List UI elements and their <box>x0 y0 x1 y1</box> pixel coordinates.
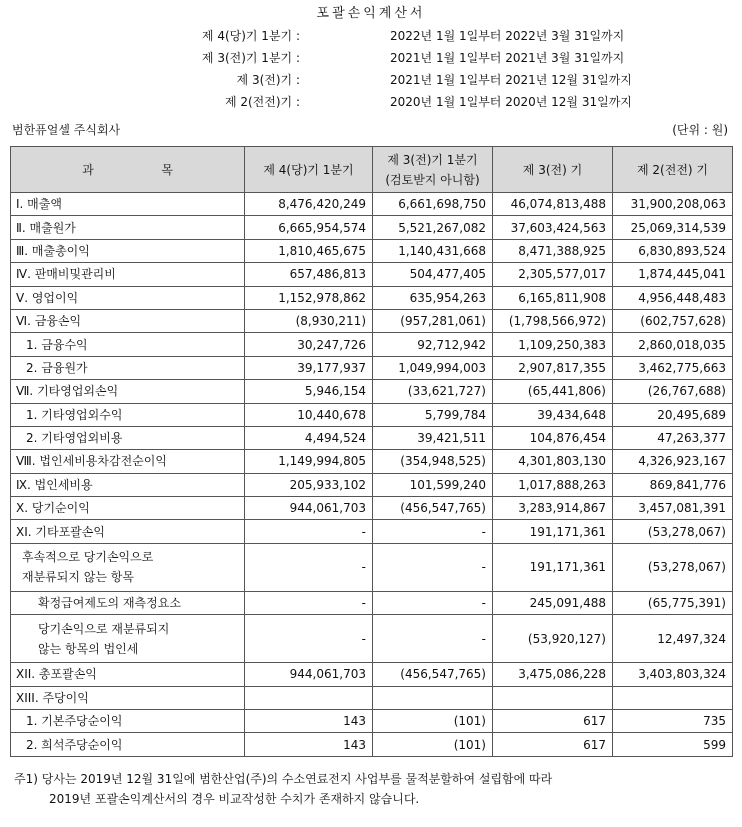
period-label: 제 3(전)기 : <box>236 73 300 87</box>
row-value: 2,860,018,035 <box>613 333 733 356</box>
row-value: (101) <box>373 710 493 733</box>
row-item: Ⅸ. 법인세비용 <box>11 473 245 496</box>
header-col1: 제 4(당)기 1분기 <box>245 147 373 193</box>
header-col2-line1: 제 3(전)기 1분기 <box>387 152 478 167</box>
row-item: 2. 금융원가 <box>11 356 245 379</box>
row-value <box>493 686 613 709</box>
table-row <box>11 686 733 709</box>
table-row <box>11 543 733 591</box>
table-row <box>11 710 733 733</box>
row-value: 20,495,689 <box>613 403 733 426</box>
row-value: - <box>373 615 493 663</box>
row-value <box>613 686 733 709</box>
row-value: 504,477,405 <box>373 263 493 286</box>
income-statement-table <box>10 146 733 757</box>
period-list <box>0 25 742 113</box>
row-value: 3,403,803,324 <box>613 663 733 686</box>
row-value: 944,061,703 <box>245 497 373 520</box>
row-value: 735 <box>613 710 733 733</box>
row-value: 143 <box>245 710 373 733</box>
row-value: (26,767,688) <box>613 380 733 403</box>
row-value: 4,956,448,483 <box>613 286 733 309</box>
row-value: - <box>373 543 493 591</box>
row-value: 5,946,154 <box>245 380 373 403</box>
table-row <box>11 403 733 426</box>
period-range: 2022년 1월 1일부터 2022년 3월 31일까지 <box>390 29 625 43</box>
row-value: - <box>373 520 493 543</box>
row-value: 39,177,937 <box>245 356 373 379</box>
company-name: 범한퓨얼셀 주식회사 <box>12 123 121 137</box>
table-row <box>11 193 733 216</box>
row-value: 657,486,813 <box>245 263 373 286</box>
row-item-line: 않는 항목의 법인세 <box>38 641 139 656</box>
row-item <box>11 543 245 591</box>
header-col4: 제 2(전전) 기 <box>613 147 733 193</box>
row-value: 245,091,488 <box>493 591 613 614</box>
row-value: (602,757,628) <box>613 309 733 332</box>
row-item: XII. 총포괄손익 <box>11 663 245 686</box>
row-item: Ⅶ. 기타영업외손익 <box>11 380 245 403</box>
row-value <box>373 686 493 709</box>
period-range: 2021년 1월 1일부터 2021년 12월 31일까지 <box>390 73 632 87</box>
row-value: 3,462,775,663 <box>613 356 733 379</box>
row-value: 4,301,803,130 <box>493 450 613 473</box>
row-item: Ⅱ. 매출원가 <box>11 216 245 239</box>
row-value: (456,547,765) <box>373 663 493 686</box>
table-row <box>11 450 733 473</box>
period-row <box>0 25 742 47</box>
header-subject-a: 과 <box>82 162 94 177</box>
row-value: 5,521,267,082 <box>373 216 493 239</box>
row-value: 37,603,424,563 <box>493 216 613 239</box>
row-value: (354,948,525) <box>373 450 493 473</box>
table-row <box>11 286 733 309</box>
footnote-line: 주1) 당사는 2019년 12월 31일에 범한산업(주)의 수소연료전지 사업부를 물적분할하여 설립함에 따라 <box>14 772 553 786</box>
row-value: 104,876,454 <box>493 426 613 449</box>
period-row <box>0 69 742 91</box>
row-value: 3,283,914,867 <box>493 497 613 520</box>
row-value: 10,440,678 <box>245 403 373 426</box>
row-item: 확정급여제도의 재측정요소 <box>11 591 245 614</box>
row-value: 1,149,994,805 <box>245 450 373 473</box>
row-value: - <box>245 520 373 543</box>
row-value: 8,471,388,925 <box>493 239 613 262</box>
table-row <box>11 591 733 614</box>
row-value: 47,263,377 <box>613 426 733 449</box>
unit-label: (단위 : 원) <box>672 123 728 137</box>
row-value: 599 <box>613 733 733 756</box>
row-item: 2. 희석주당순이익 <box>11 733 245 756</box>
row-value: 1,874,445,041 <box>613 263 733 286</box>
row-item: 1. 기타영업외수익 <box>11 403 245 426</box>
period-range: 2021년 1월 1일부터 2021년 3월 31일까지 <box>390 51 625 65</box>
row-item: Ⅴ. 영업이익 <box>11 286 245 309</box>
row-value: (53,920,127) <box>493 615 613 663</box>
row-value: (8,930,211) <box>245 309 373 332</box>
table-row <box>11 663 733 686</box>
row-value: 1,049,994,003 <box>373 356 493 379</box>
row-value: (33,621,727) <box>373 380 493 403</box>
row-value: 869,841,776 <box>613 473 733 496</box>
row-value: (957,281,061) <box>373 309 493 332</box>
row-value: 6,830,893,524 <box>613 239 733 262</box>
row-value: 4,494,524 <box>245 426 373 449</box>
footnote <box>14 769 552 809</box>
statement-title: 포괄손익계산서 <box>316 6 426 21</box>
row-value: 5,799,784 <box>373 403 493 426</box>
period-label: 제 3(전)기 1분기 : <box>201 51 300 65</box>
row-value: 1,152,978,862 <box>245 286 373 309</box>
row-value: - <box>245 591 373 614</box>
row-value: - <box>245 543 373 591</box>
row-value: 1,810,465,675 <box>245 239 373 262</box>
table-row <box>11 520 733 543</box>
row-value: (101) <box>373 733 493 756</box>
row-value: 30,247,726 <box>245 333 373 356</box>
table-row <box>11 426 733 449</box>
table-row <box>11 263 733 286</box>
row-value: 635,954,263 <box>373 286 493 309</box>
row-item <box>11 615 245 663</box>
row-item: XI. 기타포괄손익 <box>11 520 245 543</box>
table-row <box>11 473 733 496</box>
row-value: (65,775,391) <box>613 591 733 614</box>
row-value: 3,475,086,228 <box>493 663 613 686</box>
header-col3: 제 3(전) 기 <box>493 147 613 193</box>
row-value: 205,933,102 <box>245 473 373 496</box>
row-value: 2,907,817,355 <box>493 356 613 379</box>
row-value: 6,665,954,574 <box>245 216 373 239</box>
row-value: (65,441,806) <box>493 380 613 403</box>
row-value: 12,497,324 <box>613 615 733 663</box>
table-row <box>11 615 733 663</box>
row-value: 191,171,361 <box>493 520 613 543</box>
row-item: Ⅰ. 매출액 <box>11 193 245 216</box>
header-subject-b: 목 <box>161 162 173 177</box>
header-subject <box>11 147 245 193</box>
row-value: 1,140,431,668 <box>373 239 493 262</box>
row-value: 2,305,577,017 <box>493 263 613 286</box>
row-value: 39,434,648 <box>493 403 613 426</box>
table-row <box>11 733 733 756</box>
row-value: 39,421,511 <box>373 426 493 449</box>
row-value: 31,900,208,063 <box>613 193 733 216</box>
row-value: 6,165,811,908 <box>493 286 613 309</box>
header-col2-line2: (검토받지 아니함) <box>385 172 480 187</box>
table-header-row <box>11 147 733 193</box>
row-value: 617 <box>493 733 613 756</box>
table-row <box>11 380 733 403</box>
row-value: 3,457,081,391 <box>613 497 733 520</box>
row-item: 1. 기본주당순이익 <box>11 710 245 733</box>
row-value: (1,798,566,972) <box>493 309 613 332</box>
table-row <box>11 333 733 356</box>
row-value: 617 <box>493 710 613 733</box>
row-value: 46,074,813,488 <box>493 193 613 216</box>
row-value: 944,061,703 <box>245 663 373 686</box>
row-value: 25,069,314,539 <box>613 216 733 239</box>
period-label: 제 4(당)기 1분기 : <box>201 29 300 43</box>
row-value: 92,712,942 <box>373 333 493 356</box>
period-row <box>0 91 742 113</box>
row-item: Ⅲ. 매출총이익 <box>11 239 245 262</box>
row-item: Ⅳ. 판매비및관리비 <box>11 263 245 286</box>
header-col2 <box>373 147 493 193</box>
row-value: 101,599,240 <box>373 473 493 496</box>
row-item-line: 후속적으로 당기손익으로 <box>22 550 154 565</box>
row-value: 4,326,923,167 <box>613 450 733 473</box>
row-item: XIII. 주당이익 <box>11 686 245 709</box>
row-value: 1,109,250,383 <box>493 333 613 356</box>
row-value: - <box>245 615 373 663</box>
table-row <box>11 216 733 239</box>
period-range: 2020년 1월 1일부터 2020년 12월 31일까지 <box>390 95 632 109</box>
footnote-line: 2019년 포괄손익계산서의 경우 비교작성한 수치가 존재하지 않습니다. <box>49 792 420 806</box>
table-row <box>11 356 733 379</box>
row-value: - <box>373 591 493 614</box>
row-value: 191,171,361 <box>493 543 613 591</box>
table-row <box>11 497 733 520</box>
row-value: (456,547,765) <box>373 497 493 520</box>
row-value: (53,278,067) <box>613 543 733 591</box>
row-value: 143 <box>245 733 373 756</box>
row-item: 2. 기타영업외비용 <box>11 426 245 449</box>
row-item: 1. 금융수익 <box>11 333 245 356</box>
row-value: 6,661,698,750 <box>373 193 493 216</box>
row-value <box>245 686 373 709</box>
row-value: 8,476,420,249 <box>245 193 373 216</box>
row-item-line: 재분류되지 않는 항목 <box>22 570 134 585</box>
row-value: (53,278,067) <box>613 520 733 543</box>
table-row <box>11 309 733 332</box>
period-label: 제 2(전전)기 : <box>224 95 300 109</box>
period-row <box>0 47 742 69</box>
row-item: Ⅷ. 법인세비용차감전순이익 <box>11 450 245 473</box>
table-row <box>11 239 733 262</box>
row-item-line: 당기손익으로 재분류되지 <box>38 621 170 636</box>
row-item: Ⅹ. 당기순이익 <box>11 497 245 520</box>
row-value: 1,017,888,263 <box>493 473 613 496</box>
row-item: Ⅵ. 금융손익 <box>11 309 245 332</box>
